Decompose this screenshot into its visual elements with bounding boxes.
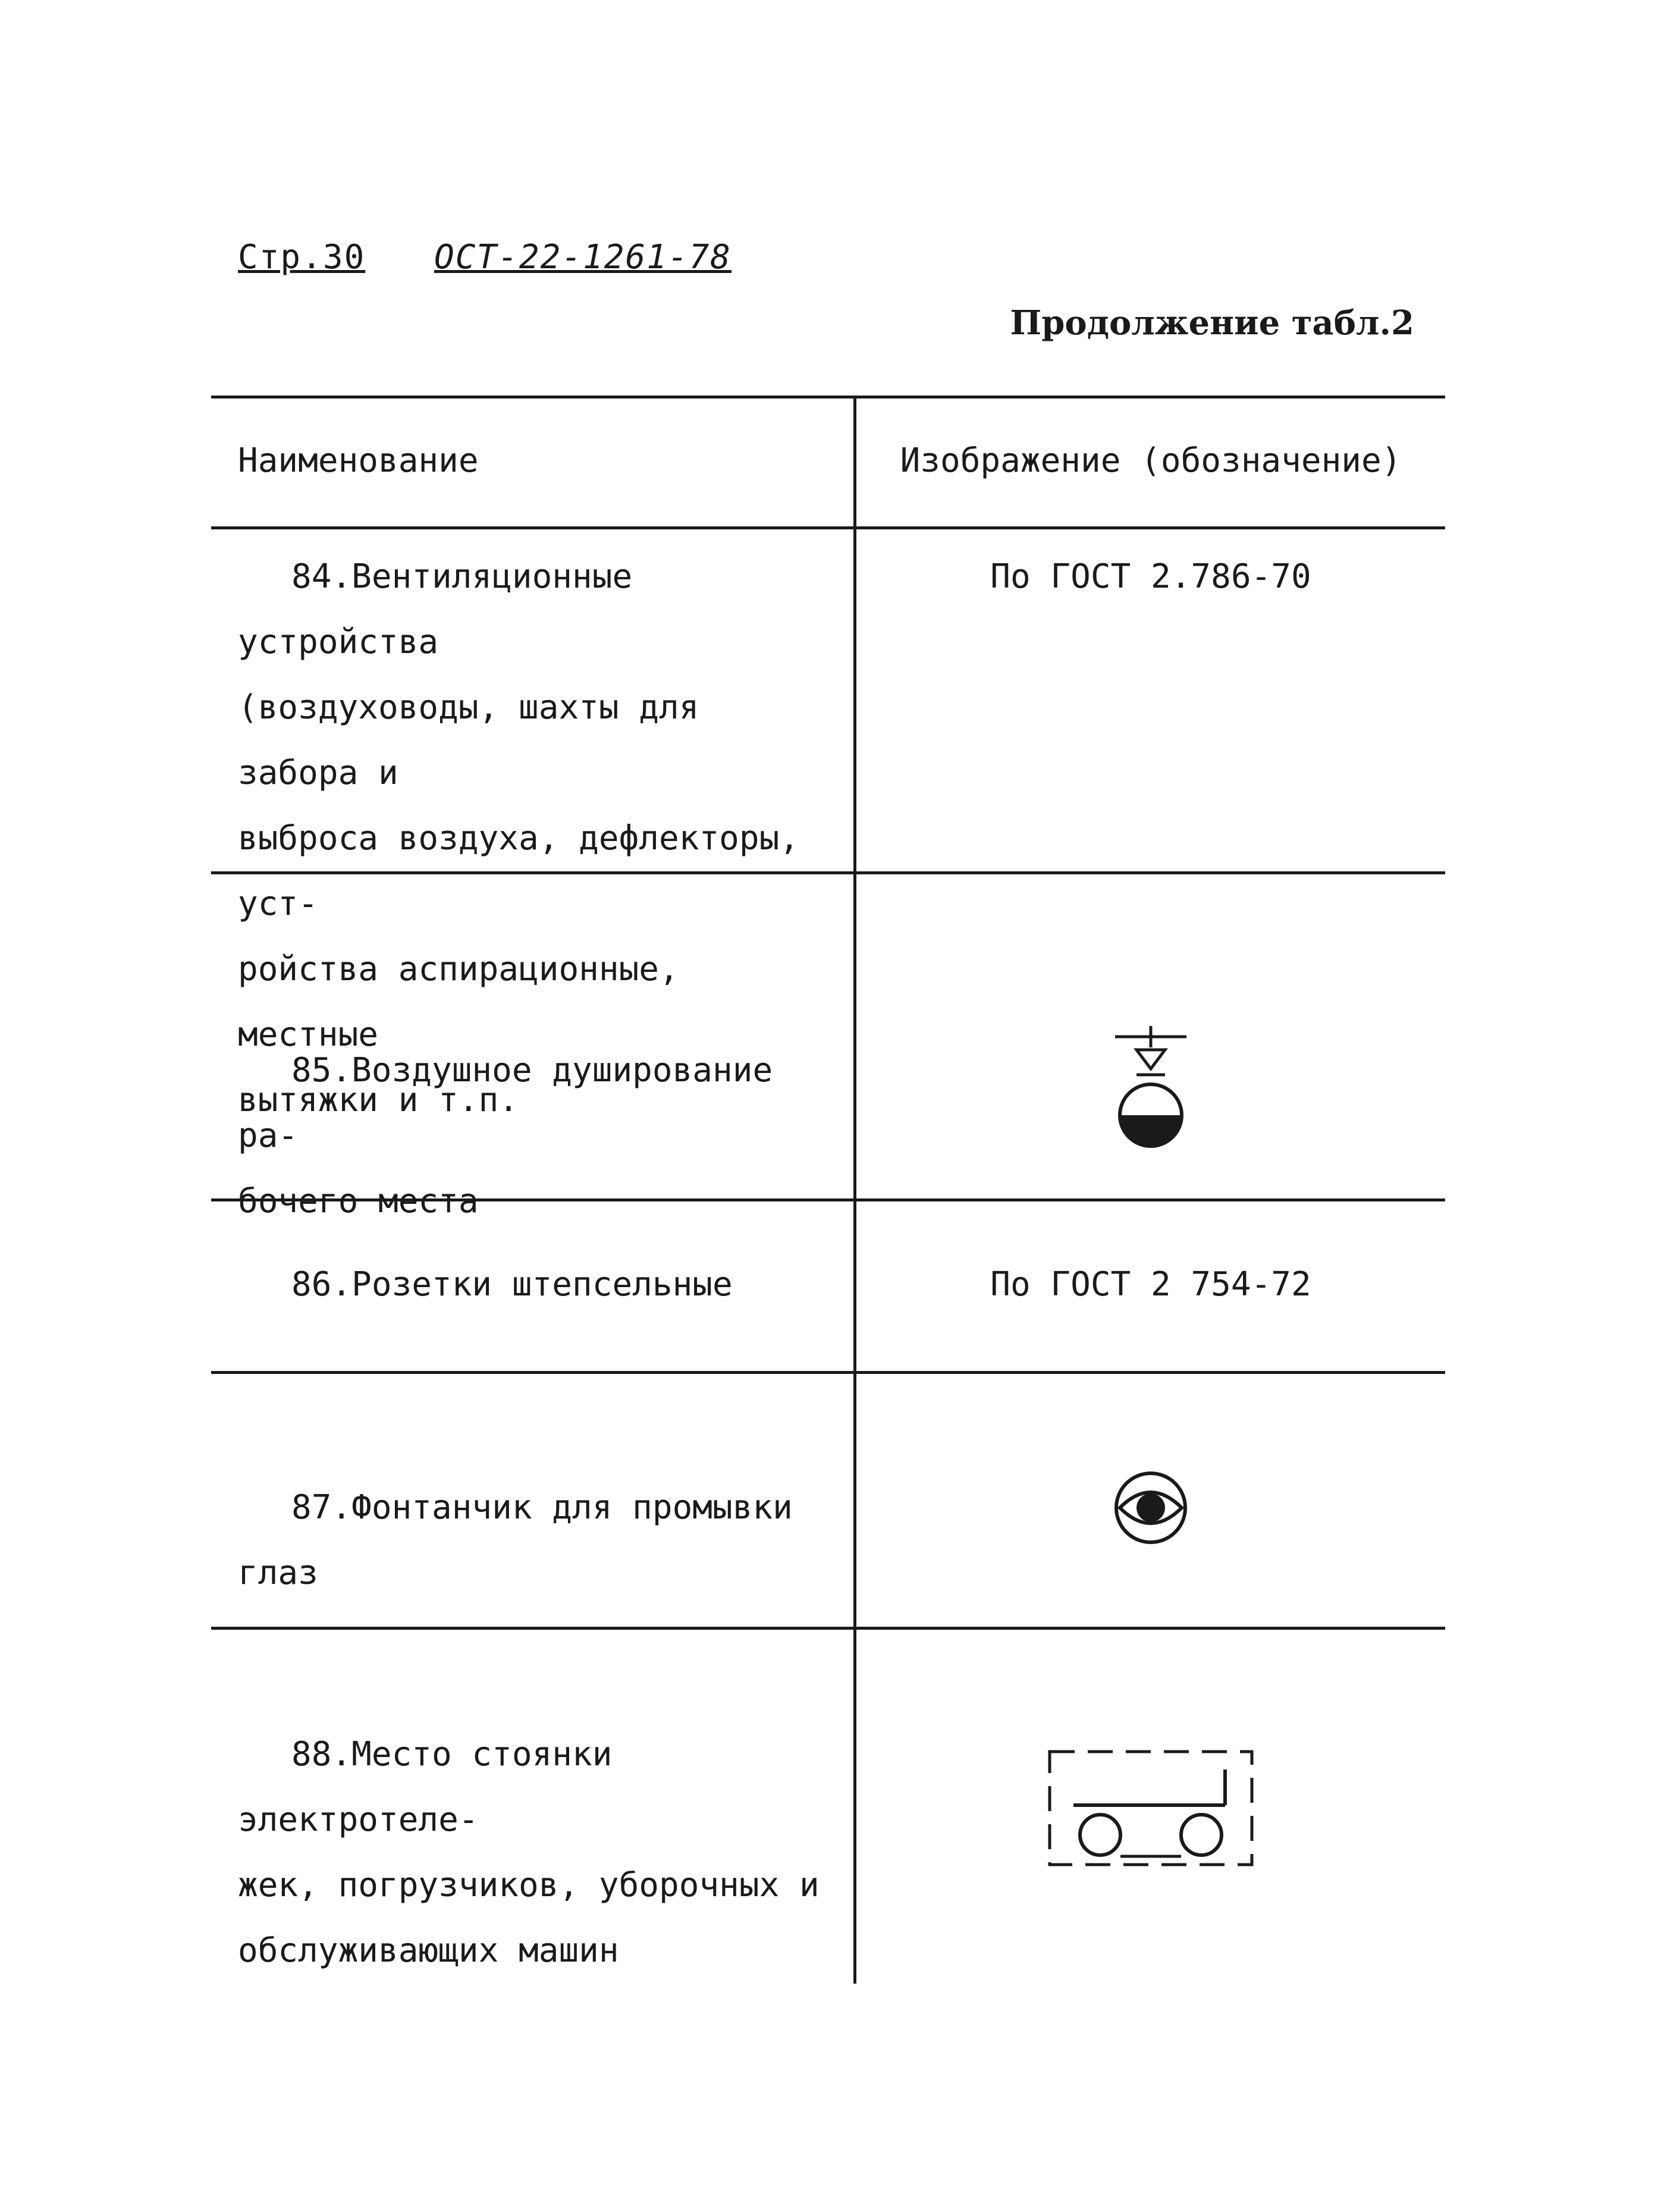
table-row-name: 86.Розетки штепсельные — [291, 1265, 733, 1304]
column-header-name: Наименование — [238, 441, 479, 480]
table-row-symbol — [856, 1746, 1445, 1871]
vehicle-parking-icon — [1044, 1746, 1258, 1871]
table-row-symbol-text: По ГОСТ 2.786-70 — [990, 557, 1311, 596]
table-row-symbol-text: По ГОСТ 2 754-72 — [990, 1265, 1311, 1304]
table-rule-top — [211, 396, 1445, 399]
table-row-symbol — [856, 1026, 1445, 1157]
air-shower-icon — [1103, 1026, 1198, 1157]
table-row-name: 85.Воздушное душирование ра- бочего места — [238, 1051, 773, 1220]
page-header — [238, 238, 731, 277]
table-rule — [211, 1371, 1445, 1374]
table-rule-header — [211, 526, 1445, 529]
table-row-name: 87.Фонтанчик для промывки глаз — [238, 1488, 793, 1592]
standard-number: ОСТ-22-1261-78 — [434, 238, 732, 277]
column-header-symbol: Изображение (обозначение) — [900, 441, 1402, 480]
table-continuation-label: Продолжение табл.2 — [1010, 303, 1414, 343]
page-number: Стр.30 — [238, 238, 366, 277]
eye-wash-fountain-icon — [1109, 1466, 1192, 1549]
table-rule — [211, 1627, 1445, 1630]
table-row-symbol — [856, 1466, 1445, 1549]
table-row-name: 88.Место стоянки электротеле- жек, погрузчиков, уборочных и обслуживающих машин — [238, 1735, 820, 1970]
table-row-name: 84.Вентиляционные устройства (воздуховоды, шахты для забора и выброса воздуха, дефлекторы, уст- ройства аспирационные, местные вытяжки и т.п. — [238, 557, 800, 1119]
